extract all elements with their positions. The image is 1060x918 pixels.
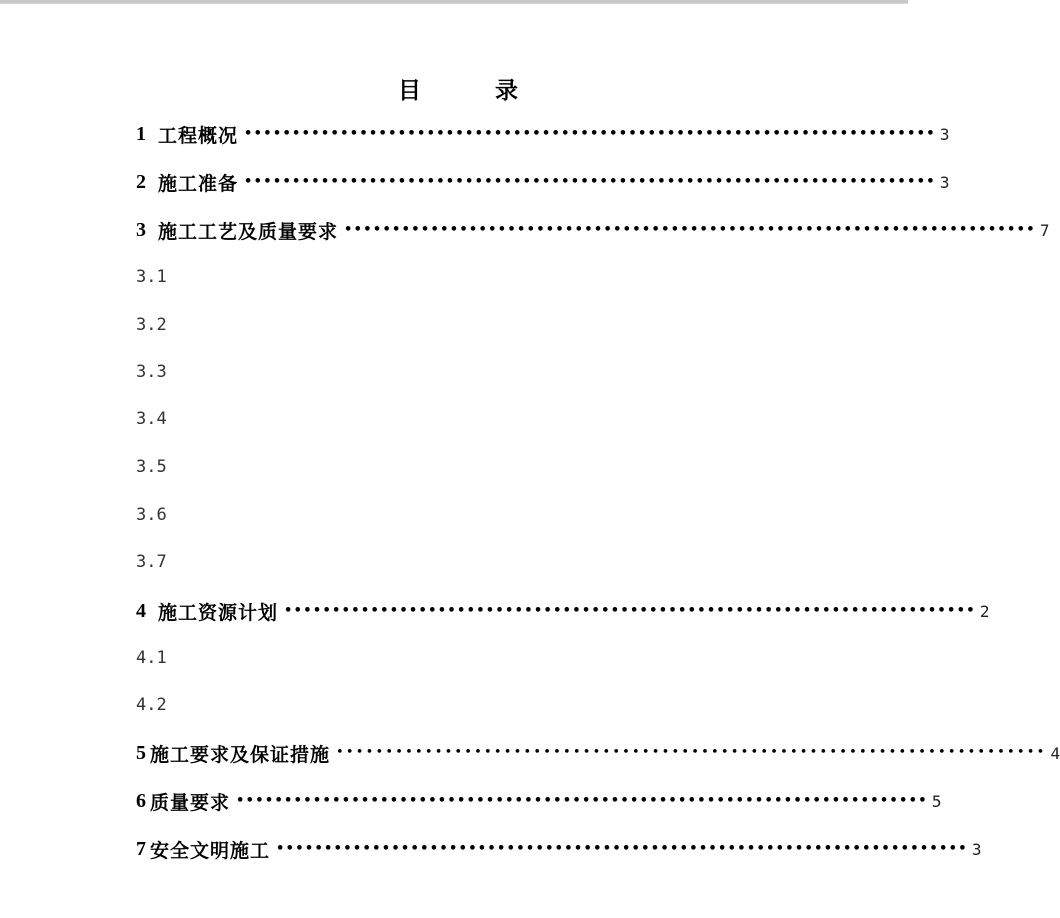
toc-entry-label: 施工准备 [158, 172, 239, 195]
toc-subsection[interactable]: 3.2 [136, 315, 167, 335]
dot-leader: •••••••••••••••••••••••••••••••••••••••••••••••••••••••••••••••••••••••• [344, 222, 1036, 237]
toc-entry-page: 3 [971, 839, 982, 859]
toc-entry-number: 1 [136, 122, 146, 145]
dot-leader: •••••••••••••••••••••••••••••••••••••••••••••••••••••••••••••••••••••••• [236, 793, 928, 808]
toc-title [398, 72, 518, 105]
toc-entry-6[interactable] [136, 788, 942, 814]
toc-subsection[interactable]: 3.5 [136, 457, 167, 477]
toc-title-char-1: 目 [398, 77, 421, 104]
toc-subsection[interactable]: 3.7 [136, 552, 167, 572]
toc-subsection[interactable]: 4.2 [136, 695, 167, 715]
toc-entry-number: 5 [136, 741, 146, 764]
toc-entry-page: 3 [939, 124, 950, 144]
toc-entry-number: 3 [136, 218, 146, 241]
toc-entry-7[interactable] [136, 836, 982, 862]
toc-entry-page: 4 [1050, 743, 1060, 763]
toc-entry-page: 7 [1039, 220, 1050, 240]
toc-entry-label: 施工工艺及质量要求 [158, 220, 339, 243]
toc-entry-page: 3 [939, 172, 950, 192]
toc-entry-number: 4 [136, 599, 146, 622]
toc-entry-3[interactable] [136, 217, 1050, 243]
toc-entry-label: 安全文明施工 [150, 839, 271, 862]
toc-entry-label: 质量要求 [150, 791, 231, 814]
toc-entry-2[interactable] [136, 169, 950, 195]
toc-entry-number: 2 [136, 170, 146, 193]
toc-entry-label: 施工要求及保证措施 [150, 743, 331, 766]
toc-entry-number: 7 [136, 837, 146, 860]
toc-subsection[interactable]: 3.1 [136, 267, 167, 287]
toc-entry-page: 2 [979, 601, 990, 621]
dot-leader: •••••••••••••••••••••••••••••••••••••••••••••••••••••••••••••••••••••••• [244, 174, 936, 189]
toc-entry-label: 施工资源计划 [158, 601, 279, 624]
toc-entry-5[interactable] [136, 740, 1060, 766]
dot-leader: •••••••••••••••••••••••••••••••••••••••••••••••••••••••••••••••••••••••• [284, 603, 976, 618]
toc-entry-number: 6 [136, 789, 146, 812]
dot-leader: •••••••••••••••••••••••••••••••••••••••••••••••••••••••••••••••••••••••• [244, 126, 936, 141]
dot-leader: •••••••••••••••••••••••••••••••••••••••••••••••••••••••••••••••••••••••• [276, 841, 968, 856]
toc-entry-label: 工程概况 [158, 124, 239, 147]
dot-leader: •••••••••••••••••••••••••••••••••••••••••••••••••••••••••••••••••••••••• [336, 745, 1047, 760]
toc-subsection[interactable]: 3.4 [136, 409, 167, 429]
toc-title-char-2: 录 [495, 77, 518, 104]
toc-entry-1[interactable] [136, 121, 950, 147]
toc-entry-page: 5 [931, 791, 942, 811]
toc-subsection[interactable]: 4.1 [136, 648, 167, 668]
toc-subsection[interactable]: 3.6 [136, 505, 167, 525]
toc-entry-4[interactable] [136, 598, 990, 624]
toc-subsection[interactable]: 3.3 [136, 362, 167, 382]
